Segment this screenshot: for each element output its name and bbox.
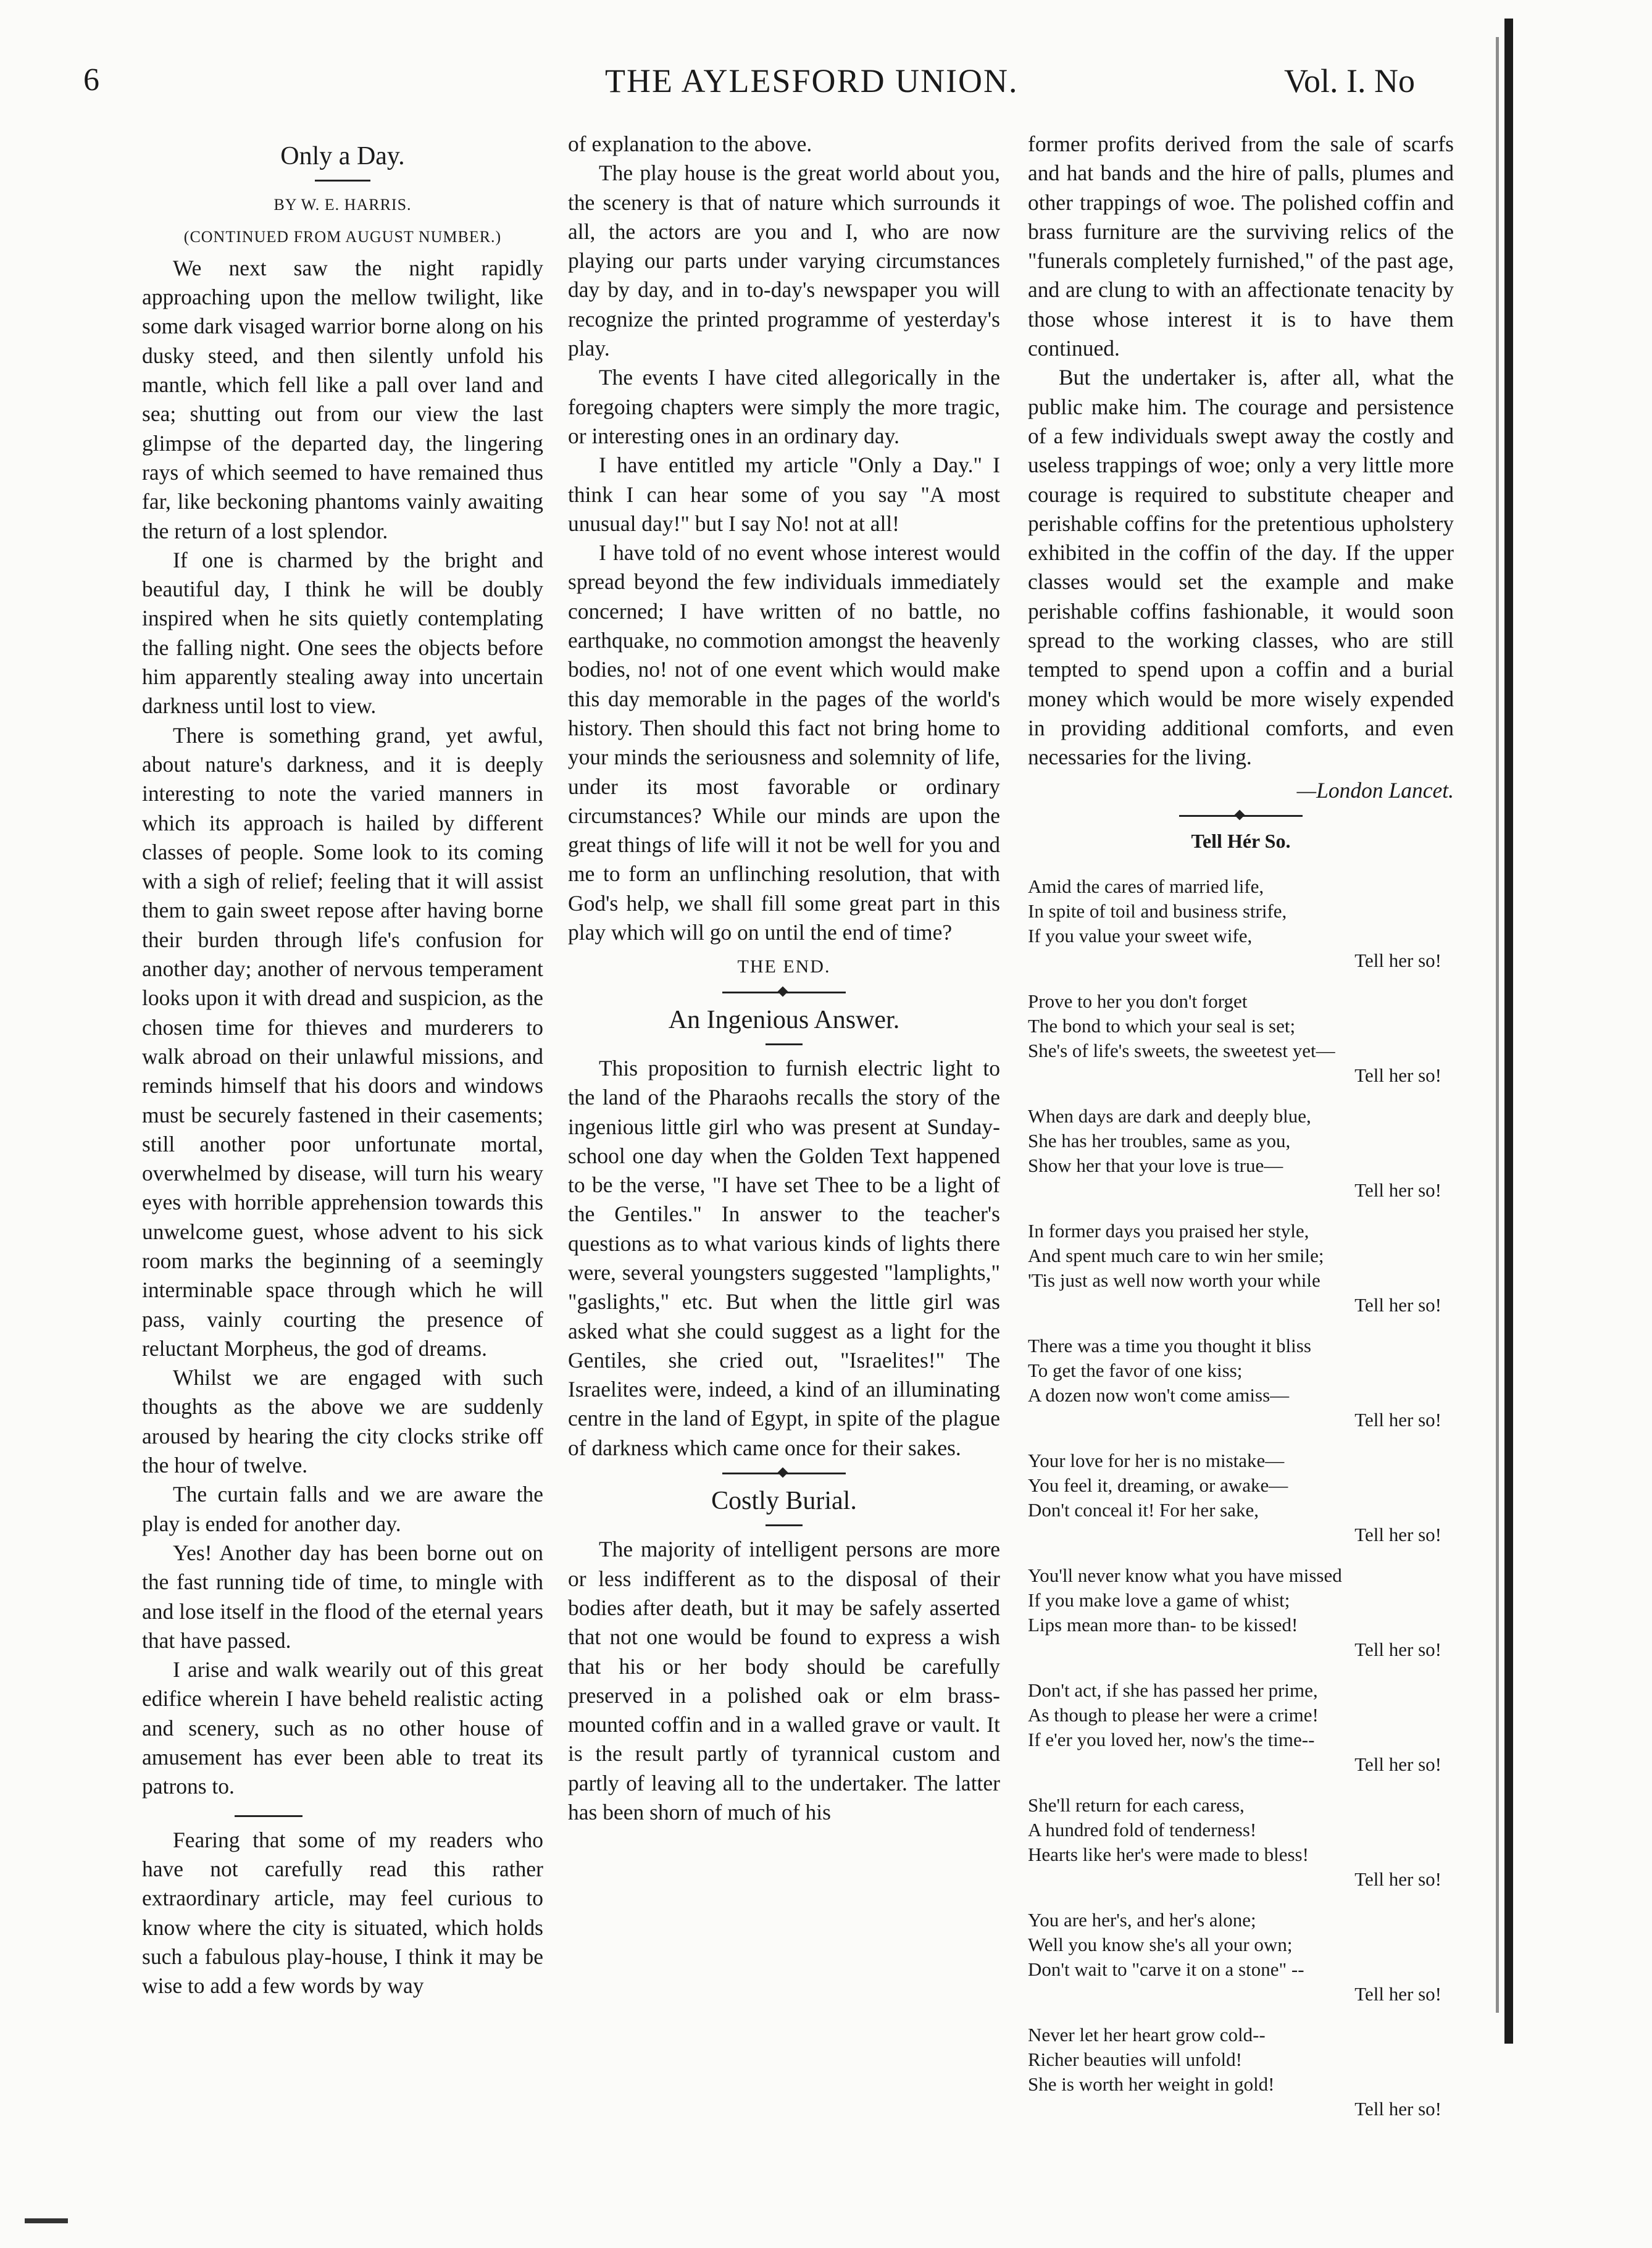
column-2 bbox=[568, 130, 1000, 1827]
poem-line: Never let her heart grow cold-- bbox=[1028, 2024, 1266, 2046]
paragraph: of explanation to the above. bbox=[568, 132, 812, 156]
article-title-costly-burial: Costly Burial. bbox=[711, 1487, 857, 1516]
poem-line: She is worth her weight in gold! bbox=[1028, 2073, 1275, 2095]
poem-line: Your love for her is no mistake— bbox=[1028, 1450, 1285, 1472]
poem-line: A dozen now won't come amiss— bbox=[1028, 1384, 1290, 1406]
poem-stanza bbox=[1028, 874, 1454, 973]
poem-line: To get the favor of one kiss; bbox=[1028, 1360, 1243, 1382]
poem-line: Lips mean more than- to be kissed! bbox=[1028, 1614, 1298, 1636]
poem-line: Well you know she's all your own; bbox=[1028, 1934, 1293, 1956]
paragraph: I have entitled my article "Only a Day." I think I can hear some of you say "A most unusual day!" but I say No! not at all! bbox=[568, 453, 1000, 536]
scan-edge-bar bbox=[1504, 19, 1513, 2044]
poem-title: Tell Hér So. bbox=[1191, 829, 1291, 852]
poem-refrain: Tell her so! bbox=[1354, 1868, 1441, 1891]
poem-refrain: Tell her so! bbox=[1354, 1064, 1441, 1087]
poem-stanza bbox=[1028, 989, 1454, 1088]
paragraph: The majority of intelligent persons are more or less indifferent as to the disposal of their bodies after death, but it may be safely asserted that not one would be found to express a wish that his or her body should be carefully preserved in a polished oak or elm brass-mounted coffin and in a walled grave or vault. It is the result partly of tyrannical custom and partly of leaving all to the undertaker. The latter has been shorn of much of his bbox=[568, 1537, 1000, 1825]
paragraph: We next saw the night rapidly approaching upon the mellow twilight, like some dark visaged warrior borne along on his dusky steed, and then silently unfold his mantle, which fell like a pall over land and sea; shutting out from our view the last glimpse of the departed day, the lingering rays of which seemed to have remained thus far, like beckoning phantoms vainly awaiting the return of a lost splendor. bbox=[142, 255, 543, 543]
poem-line: Richer beauties will unfold! bbox=[1028, 2049, 1242, 2071]
section-divider bbox=[235, 1815, 302, 1817]
scan-corner-mark bbox=[25, 2218, 68, 2223]
ornament-rule bbox=[722, 1473, 846, 1474]
poem-line: When days are dark and deeply blue, bbox=[1028, 1105, 1311, 1127]
ornament-rule bbox=[1179, 815, 1303, 817]
poem-line: 'Tis just as well now worth your while bbox=[1028, 1269, 1320, 1292]
poem-stanza bbox=[1028, 1448, 1454, 1547]
paragraph: There is something grand, yet awful, about nature's darkness, and it is deeply interesting to note the varied manners in which its approach is hailed by different classes of people. Some look to its coming with a sigh of relief; feeling that it will assist them to gain sweet repose after having borne their burden through life's confusion for another day; another of nervous temperament looks upon it with dread and suspicion, as the chosen time for thieves and murderers to walk abroad on their unlawful missions, and reminds himself that his doors and windows must be securely fastened in their casements; still another poor unfortunate mortal, overwhelmed by disease, will turn his weary eyes with horrible apprehension towards this unwelcome guest, whose advent to his sick room marks the beginning of a seemingly interminable space through which he will pass, vainly courting the presence of reluctant Morpheus, the god of dreams. bbox=[142, 722, 543, 1361]
poem-stanza bbox=[1028, 1334, 1454, 1432]
poem-refrain: Tell her so! bbox=[1354, 1294, 1441, 1316]
poem-stanza bbox=[1028, 1219, 1454, 1318]
poem-line: Hearts like her's were made to bless! bbox=[1028, 1844, 1309, 1866]
poem-line: And spent much care to win her smile; bbox=[1028, 1245, 1324, 1267]
newspaper-title: THE AYLESFORD UNION. bbox=[605, 62, 1019, 99]
poem-line: In former days you praised her style, bbox=[1028, 1220, 1309, 1242]
paragraph: But the undertaker is, after all, what the public make him. The courage and persistence of a few individuals swept away the costly and useless trappings of woe; only a very little more courage is required to substitute cheaper and perishable coffins for the pretentious upholstery exhibited in the coffin of the day. If the upper classes would set the example and make perishable coffins fashionable, it would soon spread to the working classes, who are still tempted to spend upon a coffin and a burial money which would be more wisely expended in providing additional comforts, and even necessaries for the living. bbox=[1028, 365, 1454, 770]
poem-refrain: Tell her so! bbox=[1354, 1983, 1441, 2005]
poem-line: She'll return for each caress, bbox=[1028, 1794, 1245, 1816]
article-title-ingenious-answer: An Ingenious Answer. bbox=[668, 1005, 900, 1034]
volume-label: Vol. I. No bbox=[1284, 62, 1416, 99]
poem-line: Don't conceal it! For her sake, bbox=[1028, 1499, 1259, 1521]
paragraph: former profits derived from the sale of scarfs and hat bands and the hire of palls, plumes and other trappings of woe. The polished coffin and brass furniture are the surviving relics of the "funerals completely furnished," of the past age, and are clung to with an affectionate tenacity by those whose interest it is to have them continued. bbox=[1028, 132, 1454, 361]
poem-line: A hundred fold of tenderness! bbox=[1028, 1819, 1257, 1841]
poem-line: Don't wait to "carve it on a stone" -- bbox=[1028, 1958, 1304, 1981]
title-rule bbox=[766, 1043, 803, 1045]
page-header bbox=[0, 62, 1652, 117]
poem-stanza bbox=[1028, 1793, 1454, 1892]
poem-line: In spite of toil and business strife, bbox=[1028, 900, 1287, 922]
poem-line: Show her that your love is true— bbox=[1028, 1155, 1283, 1177]
poem-line: As though to please her were a crime! bbox=[1028, 1704, 1319, 1726]
poem-refrain: Tell her so! bbox=[1354, 950, 1441, 972]
poem-line: You feel it, dreaming, or awake— bbox=[1028, 1474, 1288, 1497]
poem-refrain: Tell her so! bbox=[1354, 1753, 1441, 1776]
poem-stanza bbox=[1028, 1104, 1454, 1203]
paragraph: Fearing that some of my readers who have not carefully read this rather extraordinary article, may feel curious to know where the city is situated, which holds such a fabulous play-house, I think it may be wise to add a few words by way bbox=[142, 1827, 543, 1999]
paragraph: The play house is the great world about you, the scenery is that of nature which surrounds it all, the actors are you and I, who are now playing our parts under varying circumstances day by day, and in to-day's newspaper you will recognize the printed programme of yesterday's play. bbox=[568, 161, 1000, 361]
column-1 bbox=[142, 130, 543, 2000]
title-rule bbox=[315, 180, 370, 182]
paragraph: Whilst we are engaged with such thoughts as the above we are suddenly aroused by hearing the city clocks strike off the hour of twelve. bbox=[142, 1365, 543, 1478]
paragraph: If one is charmed by the bright and beautiful day, I think he will be doubly inspired when he sits quietly contemplating the falling night. One sees the objects before him apparently stealing away into uncertain darkness until lost to view. bbox=[142, 547, 543, 719]
poem-refrain: Tell her so! bbox=[1354, 1639, 1441, 1661]
paragraph: Yes! Another day has been borne out on the fast running tide of time, to mingle with and lose itself in the flood of the eternal years that have passed. bbox=[142, 1540, 543, 1653]
paragraph: I have told of no event whose interest would spread beyond the few individuals immediately concerned; I have written of no battle, no earthquake, no commotion amongst the heavenly bodies, no! not of one event which would make this day memorable in the pages of the world's history. Then should this fact not bring home to your minds the seriousness and solemnity of life, under its most favorable or ordinary circumstances? While our minds are upon the great things of life will it not be well for you and me to form an unflinching resolution, that with God's help, we shall fill some great part in this play which will go on until the end of time? bbox=[568, 540, 1000, 945]
poem-line: If you value your sweet wife, bbox=[1028, 925, 1253, 947]
poem-line: You are her's, and her's alone; bbox=[1028, 1909, 1256, 1931]
poem-line: Prove to her you don't forget bbox=[1028, 990, 1248, 1013]
poem-line: Amid the cares of married life, bbox=[1028, 875, 1264, 898]
poem-line: She has her troubles, same as you, bbox=[1028, 1130, 1291, 1152]
paragraph: I arise and walk wearily out of this great edifice wherein I have beheld realistic acting and scenery, such as no other house of amusement has ever been able to treat its patrons to. bbox=[142, 1657, 543, 1799]
poem-refrain: Tell her so! bbox=[1354, 1179, 1441, 1201]
poem-stanza bbox=[1028, 1678, 1454, 1777]
article-title-only-a-day: Only a Day. bbox=[280, 142, 405, 170]
ornament-rule bbox=[722, 992, 846, 993]
the-end-label: THE END. bbox=[737, 956, 831, 977]
poem-line: If you make love a game of whist; bbox=[1028, 1589, 1290, 1611]
poem-stanza bbox=[1028, 1908, 1454, 2007]
column-3 bbox=[1028, 130, 1454, 2137]
poem-line: She's of life's sweets, the sweetest yet— bbox=[1028, 1040, 1335, 1062]
scan-edge-shadow bbox=[1496, 37, 1499, 2013]
poem-line: You'll never know what you have missed bbox=[1028, 1565, 1342, 1587]
poem-refrain: Tell her so! bbox=[1354, 1524, 1441, 1546]
poem-refrain: Tell her so! bbox=[1354, 1409, 1441, 1431]
poem-line: Don't act, if she has passed her prime, bbox=[1028, 1679, 1318, 1702]
continued-note: (CONTINUED FROM AUGUST NUMBER.) bbox=[183, 227, 502, 246]
poem-stanza bbox=[1028, 2023, 1454, 2121]
byline: BY W. E. HARRIS. bbox=[273, 196, 412, 214]
page-number: 6 bbox=[83, 62, 99, 98]
poem-refrain: Tell her so! bbox=[1354, 2098, 1441, 2120]
attribution: —London Lancet. bbox=[1296, 777, 1454, 803]
poem-line: The bond to which your seal is set; bbox=[1028, 1015, 1296, 1037]
paragraph: The curtain falls and we are aware the play is ended for another day. bbox=[142, 1482, 543, 1536]
paragraph: This proposition to furnish electric light to the land of the Pharaohs recalls the story of the ingenious little girl who was present at Sunday-school one day when the Golden Text happened to be the verse, "I have set Thee to be a light of the Gentiles." In answer to the teacher's questions as to what various kinds of lights there were, several youngsters suggested "lamplights," "gaslights," etc. But when the little girl was asked what she could suggest as a light for the Gentiles, she cried out, "Israelites!" The Israelites were, indeed, a kind of an illuminating centre in the land of Egypt, in spite of the plague of darkness which came once for their sakes. bbox=[568, 1055, 1000, 1460]
title-rule bbox=[766, 1524, 803, 1526]
poem-stanza bbox=[1028, 1563, 1454, 1662]
poem-line: If e'er you loved her, now's the time-- bbox=[1028, 1729, 1315, 1751]
paragraph: The events I have cited allegorically in the foregoing chapters were simply the more tragic, or interesting ones in an ordinary day. bbox=[568, 365, 1000, 448]
poem-line: There was a time you thought it bliss bbox=[1028, 1335, 1311, 1357]
